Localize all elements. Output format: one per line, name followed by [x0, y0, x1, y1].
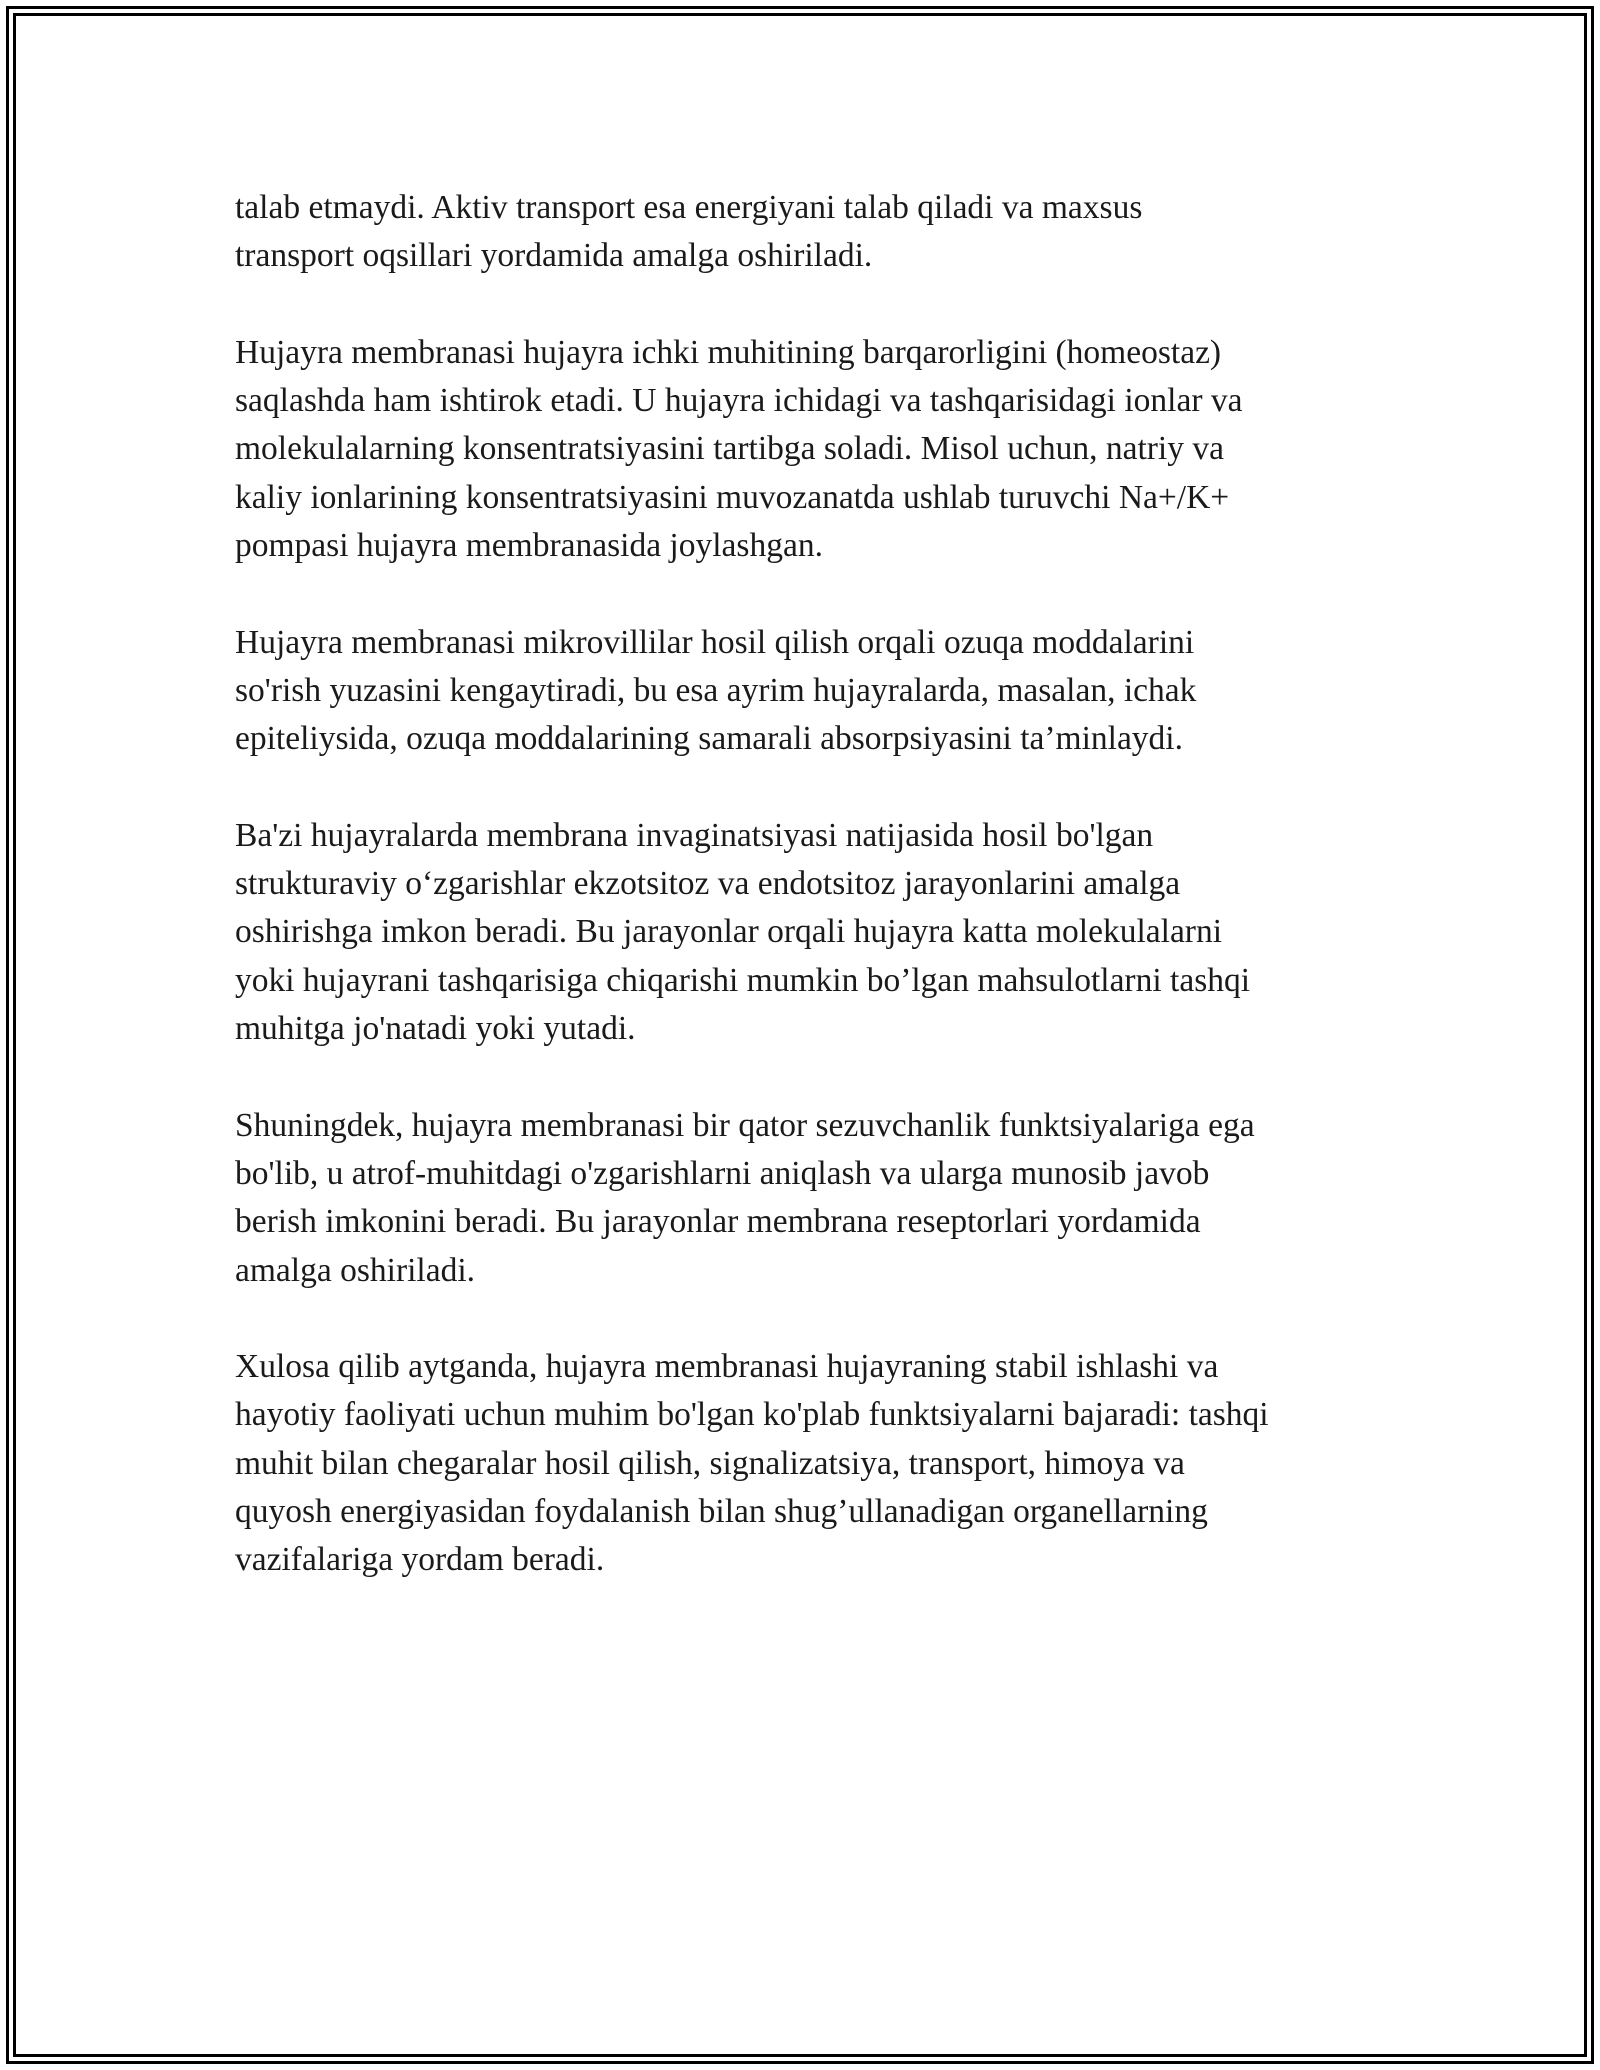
text-line: bo'lib, u atrof-muhitdagi o'zgarishlarni aniqlash va ularga munosib javob: [235, 1154, 1210, 1192]
text-line: yoki hujayrani tashqarisiga chiqarishi mumkin bo’lgan mahsulotlarni tashqi: [235, 961, 1251, 999]
text-line: hayotiy faoliyati uchun muhim bo'lgan ko'plab funktsiyalarni bajaradi: tashqi: [235, 1396, 1269, 1434]
text-line: strukturaviy o‘zgarishlar ekzotsitoz va endotsitoz jarayonlarini amalga: [235, 865, 1181, 903]
text-line: molekulalarning konsentratsiyasini tartibga soladi. Misol uchun, natriy va: [235, 430, 1224, 468]
paragraph-6: [235, 1343, 1380, 1584]
text-line: quyosh energiyasidan foydalanish bilan shug’ullanadigan organellarning: [235, 1493, 1208, 1531]
text-line: epiteliysida, ozuqa moddalarining samarali absorpsiyasini ta’minlaydi.: [235, 720, 1183, 758]
text-line: amalga oshiriladi.: [235, 1251, 476, 1289]
text-line: talab etmaydi. Aktiv transport esa energiyani talab qiladi va maxsus: [235, 189, 1143, 226]
text-line: Ba'zi hujayralarda membrana invaginatsiyasi natijasida hosil bo'lgan: [235, 816, 1154, 854]
text-line: so'rish yuzasini kengaytiradi, bu esa ayrim hujayralarda, masalan, ichak: [235, 671, 1197, 709]
paragraph-3: [235, 619, 1380, 764]
text-line: Hujayra membranasi hujayra ichki muhitining barqarorligini (homeostaz): [235, 333, 1222, 371]
text-line: Hujayra membranasi mikrovillilar hosil qilish orqali ozuqa moddalarini: [235, 623, 1195, 661]
text-line: muhit bilan chegaralar hosil qilish, signalizatsiya, transport, himoya va: [235, 1444, 1185, 1482]
text-line: transport oqsillari yordamida amalga oshiriladi.: [235, 237, 873, 275]
text-line: vazifalariga yordam beradi.: [235, 1541, 605, 1579]
text-line: berish imkonini beradi. Bu jarayonlar membrana reseptorlari yordamida: [235, 1203, 1201, 1241]
paragraph-4: [235, 812, 1380, 1053]
paragraph-5: [235, 1102, 1380, 1295]
text-line: oshirishga imkon beradi. Bu jarayonlar orqali hujayra katta molekulalarni: [235, 913, 1223, 951]
text-line: muhitga jo'natadi yoki yutadi.: [235, 1010, 636, 1048]
paragraph-2: [235, 329, 1380, 570]
text-line: kaliy ionlarining konsentratsiyasini muvozanatda ushlab turuvchi Na+/K+: [235, 478, 1230, 516]
document-body: [235, 184, 1380, 1633]
paragraph-1: [235, 184, 1380, 281]
text-line: Xulosa qilib aytganda, hujayra membranasi hujayraning stabil ishlashi va: [235, 1348, 1219, 1386]
text-line: pompasi hujayra membranasida joylashgan.: [235, 527, 823, 565]
text-line: Shuningdek, hujayra membranasi bir qator sezuvchanlik funktsiyalariga ega: [235, 1106, 1255, 1144]
text-line: saqlashda ham ishtirok etadi. U hujayra ichidagi va tashqarisidagi ionlar va: [235, 382, 1243, 420]
